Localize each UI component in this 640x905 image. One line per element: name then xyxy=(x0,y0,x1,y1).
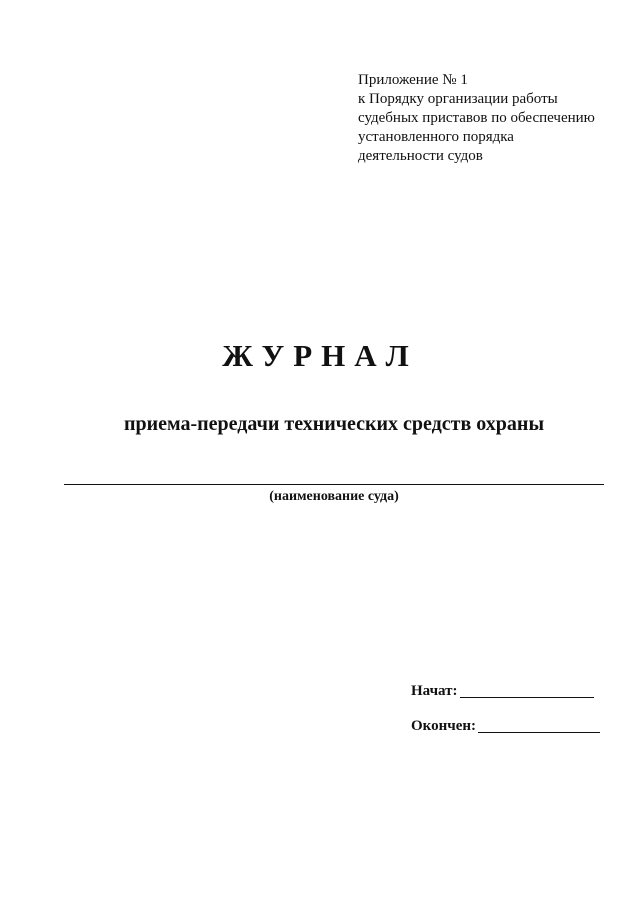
appendix-line: к Порядку организации работы xyxy=(358,91,558,107)
appendix-line: установленного порядка xyxy=(358,129,514,145)
appendix-line: деятельности судов xyxy=(358,148,483,164)
appendix-line: Приложение № 1 xyxy=(358,72,468,88)
finished-label: Окончен: xyxy=(411,718,477,734)
court-name-caption: (наименование суда) xyxy=(269,489,399,504)
court-name-line xyxy=(64,484,604,485)
started-row xyxy=(411,681,594,701)
appendix-line: судебных приставов по обеспечению xyxy=(358,110,595,126)
started-date-blank xyxy=(460,683,594,698)
started-label: Начат: xyxy=(411,683,458,699)
document-subtitle: приема-передачи технических средств охраны xyxy=(123,413,545,435)
finished-row xyxy=(411,716,600,736)
appendix-reference xyxy=(358,71,628,166)
document-title: ЖУРНАЛ xyxy=(222,338,418,373)
finished-date-blank xyxy=(478,718,600,733)
